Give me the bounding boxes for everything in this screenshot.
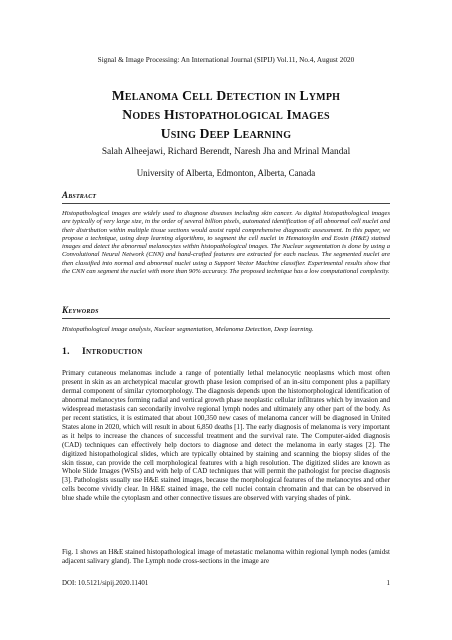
title-line-1: Melanoma Cell Detection in Lymph <box>111 88 341 103</box>
title-line-2: Nodes Histopathological Images <box>122 107 330 122</box>
page-number: 1 <box>386 580 390 587</box>
affiliation: University of Alberta, Edmonton, Alberta, Canada <box>136 168 316 178</box>
intro-paragraph-2: Fig. 1 shows an H&E stained histopathological image of metastatic melanoma within regional lymph nodes (amidst adjacent salivary gland). The Lymph node cross-sections in the image are <box>62 548 390 565</box>
abstract-text: Histopathological images are widely used to diagnose diseases including skin cancer. As digital histopathological images are typically of very large size, in the order of several billion pixels, automated identification of all abnormal cell nuclei and their distribution within multiple tissue sections would assist rapid comprehensive diagnostic assessment. In this paper, we propose a technique, using deep learning algorithms, to segment the cell nuclei in Hematoxylin and Eosin (H&E) stained images and detect the abnormal melanocytes within histopathological images. The Nuclear segmentation is done by using a Convolutional Neural Network (CNN) and hand-crafted features are extracted for each nucleus. The segmented nuclei are then classified into normal and abnormal nuclei using a Support Vector Machine classifier. Experimental results show that the CNN can segment the nuclei with more than 90% accuracy. The proposed technique has a low computational complexity. <box>62 210 390 276</box>
journal-header: Signal & Image Processing: An International Journal (SIPIJ) Vol.11, No.4, August 2020 <box>97 56 355 64</box>
paper-title <box>40 86 412 143</box>
abstract-rule <box>62 203 390 204</box>
keywords-rule <box>62 318 390 319</box>
section-title: Introduction <box>82 346 143 357</box>
abstract-heading: Abstract <box>62 190 97 200</box>
author-list: Salah Alheejawi, Richard Berendt, Naresh Jha and Mrinal Mandal <box>101 147 351 157</box>
title-line-3: Using Deep Learning <box>160 126 292 141</box>
intro-paragraph-1: Primary cutaneous melanomas include a range of potentially lethal melanocytic neoplasms which most often present in skin as an archetypical macular growth phase lesion comprised of an in-situ component plus a papillary dermal component of similar cytomorphology. The diagnosis depends upon the histomorphological identification of abnormal melanocytes forming radial and vertical growth phase neoplastic cellular infiltrates which by invasion and widespread metastasis can secondarily involve regional lymph nodes and ultimately any other part of the body. As per recent statistics, it is estimated that about 100,350 new cases of melanoma cancer will be diagnosed in United States alone in 2020, which will result in about 6,850 deaths [1]. The early diagnosis of melanoma is very important as it helps to increase the chances of successful treatment and the survival rate. The Computer-aided diagnosis (CAD) techniques can effectively help doctors to diagnose and detect the melanoma in early stages [2]. The digitized histopathological slides, which are typically obtained by staining and scanning the biopsy slides of the skin tissue, can provide the cell morphological features with a high resolution. The digitized slides are known as Whole Slide Images (WSIs) and with help of CAD techniques that will permit the pathologist for precise diagnosis [3]. Pathologists usually use H&E stained images, because the morphological features of the melanocytes and other cells become vividly clear. In H&E stained image, the cell nuclei contain chromatin and that can be observed in blue shade while the cytoplasm and other connective tissues are observed with varying shades of pink. <box>62 369 390 503</box>
section-number: 1. <box>62 346 70 357</box>
keywords-heading: Keywords <box>62 305 99 315</box>
keywords-text: Histopathological image analysis, Nuclear segmentation, Melanoma Detection, Deep learning. <box>62 326 314 333</box>
doi-footer: DOI: 10.5121/sipij.2020.11401 <box>62 580 149 587</box>
introduction-heading <box>62 346 143 357</box>
